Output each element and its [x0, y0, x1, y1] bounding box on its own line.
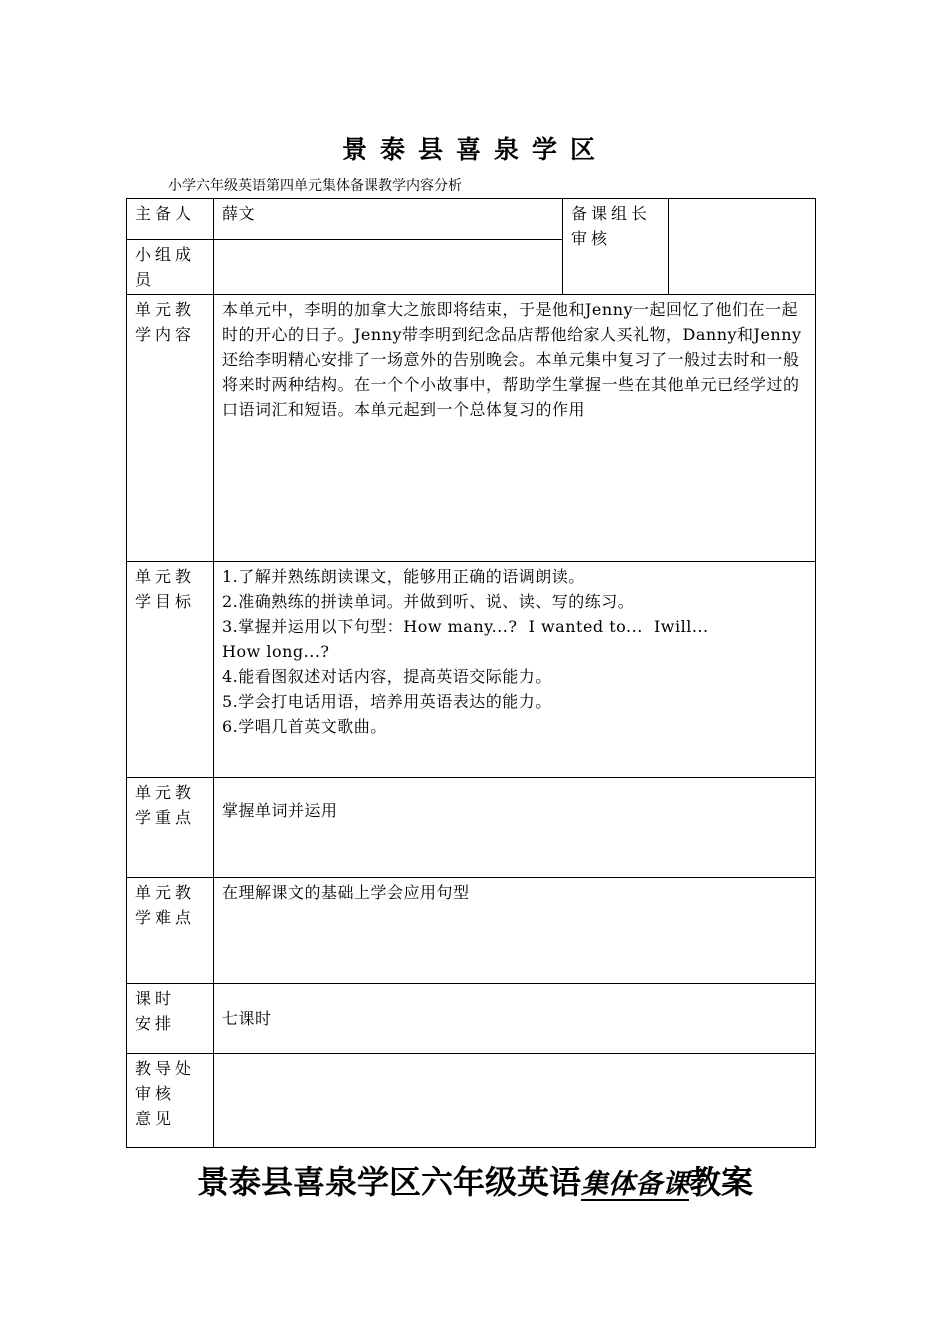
reviewer-value [669, 199, 816, 295]
unit-content-label: 单元教学内容 [127, 295, 214, 562]
goal-item: How long...? [222, 642, 330, 661]
schedule-label-line: 安排 [135, 1014, 176, 1033]
office-review-label [127, 1054, 214, 1148]
goal-item: 3.掌握并运用以下句型：How many...? I wanted to... Iwill... [222, 617, 709, 636]
heading-suffix: 教案 [689, 1163, 754, 1201]
group-members-label: 小组成员 [127, 240, 214, 295]
document-title: 景泰县喜泉学区 [341, 135, 608, 164]
heading-underlined: 集体备课 [581, 1169, 689, 1200]
schedule-label [127, 984, 214, 1054]
unit-goals-list [214, 562, 816, 778]
unit-goals-label: 单元教学目标 [127, 562, 214, 778]
goal-item: 4.能看图叙述对话内容，提高英语交际能力。 [222, 667, 552, 686]
goal-item: 6.学唱几首英文歌曲。 [222, 717, 387, 736]
document-subtitle: 小学六年级英语第四单元集体备课教学内容分析 [168, 178, 462, 194]
reviewer-label: 备课组长审核 [563, 199, 669, 295]
group-members-value [214, 240, 563, 295]
schedule-value: 七课时 [214, 984, 816, 1054]
office-review-label-line: 教导处 [135, 1059, 196, 1078]
unit-key-points-value: 掌握单词并运用 [214, 778, 816, 878]
lesson-plan-heading [0, 1160, 950, 1207]
goal-item: 5.学会打电话用语，培养用英语表达的能力。 [222, 692, 552, 711]
unit-difficulties-label: 单元教学难点 [127, 878, 214, 984]
heading-prefix: 景泰县喜泉学区六年级英语 [196, 1163, 581, 1201]
office-review-label-line: 意见 [135, 1109, 176, 1128]
unit-content-value: 本单元中，李明的加拿大之旅即将结束，于是他和Jenny一起回忆了他们在一起时的开心的日子。Jenny带李明到纪念品店帮他给家人买礼物，Danny和Jenny还给李明精心安排了一场意外的告别晚会。本单元集中复习了一般过去时和一般将来时两种结构。在一个个小故事中，帮助学生掌握一些在其他单元已经学过的口语词汇和短语。本单元起到一个总体复习的作用 [214, 295, 816, 562]
office-review-value [214, 1054, 816, 1148]
goal-item: 2.准确熟练的拼读单词。并做到听、说、读、写的练习。 [222, 592, 635, 611]
office-review-label-line: 审核 [135, 1084, 176, 1103]
schedule-label-line: 课时 [135, 989, 176, 1008]
lesson-plan-table [126, 198, 816, 1148]
lead-teacher-value: 薛文 [214, 199, 563, 240]
goal-item: 1.了解并熟练朗读课文，能够用正确的语调朗读。 [222, 567, 585, 586]
lead-teacher-label: 主备人 [127, 199, 214, 240]
unit-key-points-label: 单元教学重点 [127, 778, 214, 878]
unit-difficulties-value: 在理解课文的基础上学会应用句型 [214, 878, 816, 984]
